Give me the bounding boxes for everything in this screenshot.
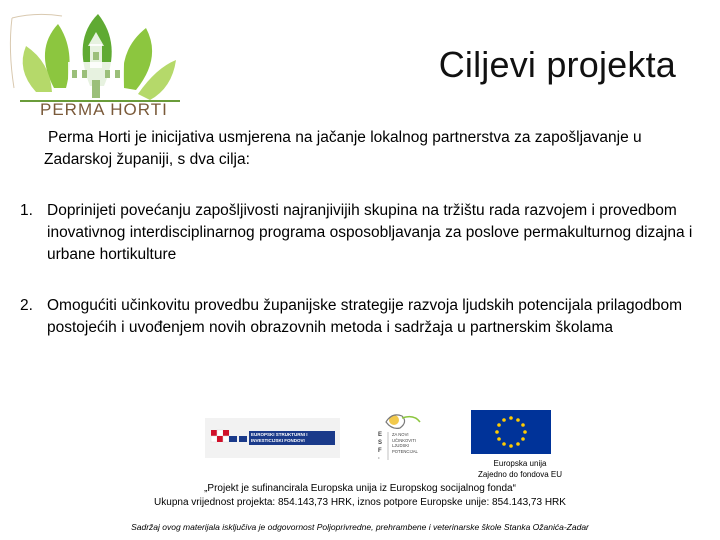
logo-text: PERMA HORTI — [40, 100, 168, 119]
goal-text: Omogućiti učinkovitu provedbu županijske strategije razvoja ljudskih potencijala prilagodbom postojećih i uvođenjem novih obrazovnih metoda i sadržaja u partnerskim školama — [47, 297, 682, 336]
eu-flag-logo — [471, 410, 551, 454]
funding-line2: Ukupna vrijednost projekta: 854.143,73 HRK, iznos potpore Europske unije: 854.143,73 HRK — [154, 497, 566, 508]
svg-text:S: S — [378, 440, 383, 446]
eu-caption — [470, 458, 570, 480]
esf-effective-human-resources-logo — [372, 410, 434, 462]
goal-text: Doprinijeti povećanju zapošljivosti najranjivijih skupina na tržištu rada razvojem i provedbom inovativnog interdisciplinarnog programa osposobljavanja za poslove permakulturnog dizajna i urbane hortikulture — [47, 202, 693, 263]
goal-item — [14, 295, 694, 339]
disclaimer: Sadržaj ovog materijala isključiva je odgovornost Poljoprivredne, prehrambene i veterinarske škole Stanka Ožanića-Zadar — [131, 522, 589, 532]
svg-text:·: · — [378, 456, 380, 462]
svg-text:E: E — [378, 432, 383, 438]
goal-number: 2. — [20, 297, 33, 314]
funding-note — [0, 482, 720, 510]
eu-caption-line2: Zajedno do fondova EU — [477, 470, 563, 479]
eu-caption-line1: Europska unija — [493, 459, 547, 468]
eu-structural-funds-logo — [205, 418, 340, 458]
funding-line1: „Projekt je sufinancirala Europska unija iz Europskog socijalnog fonda“ — [204, 483, 516, 494]
goal-number: 1. — [20, 202, 33, 219]
eu-structural-funds-text: EUROPSKI STRUKTURNI I INVESTICIJSKI FONDOVI — [251, 432, 308, 443]
perma-horti-logo — [6, 10, 186, 128]
goal-item — [14, 200, 694, 266]
intro-paragraph: Perma Horti je inicijativa usmjerena na jačanje lokalnog partnerstva za zapošljavanje u Zadarskoj županiji, s dva cilja: — [44, 129, 642, 168]
esf-logo-text: ZA NOVI UČINKOVITI LJUDSKI POTENCIJAL — [392, 432, 418, 454]
svg-text:F: F — [378, 448, 382, 454]
page-title: Ciljevi projekta — [438, 44, 676, 85]
